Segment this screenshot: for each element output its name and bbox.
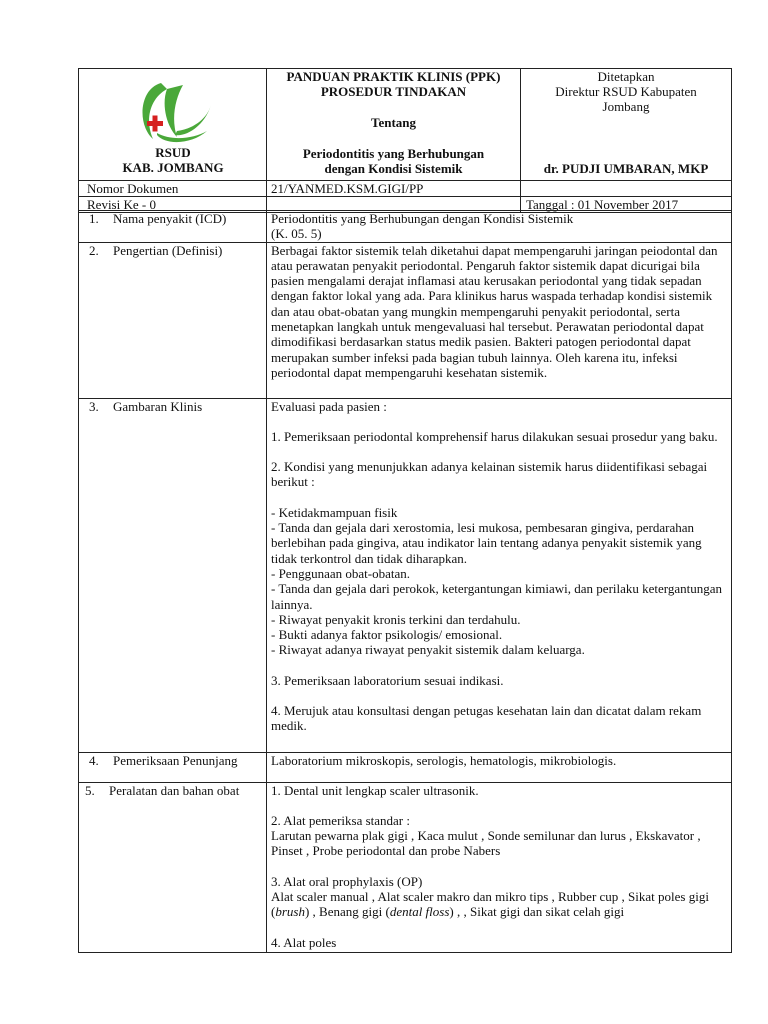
equipment-point-1: 1. Dental unit lengkap scaler ultrasonik.	[271, 782, 479, 798]
doc-about: Tentang	[370, 115, 417, 130]
section-number: 2.	[89, 242, 99, 258]
section-row-2	[79, 242, 732, 398]
clinical-bullet: - Riwayat penyakit kronis terkini dan terdahulu.	[271, 611, 521, 627]
approval-block	[521, 69, 731, 180]
clinical-bullet: - Ketidakmampuan fisik	[271, 504, 398, 520]
section-label: Gambaran Klinis	[113, 398, 203, 414]
clinical-intro: Evaluasi pada pasien :	[271, 398, 387, 414]
clinical-bullet: - Tanda dan gejala dari xerostomia, lesi mukosa, pembesaran gingiva, perdarahan berlebihan pada gingiva, atau indikator lain tentang adanya penyakit sistemik yang tidak terkontrol dan tidak diharapkan.	[271, 520, 702, 566]
clinical-point-3: 3. Pemeriksaan laboratorium sesuai indikasi.	[271, 672, 504, 688]
document-title-block	[267, 69, 521, 180]
revision-label: Revisi Ke - 0	[79, 197, 267, 212]
equipment-point-2-body: Larutan pewarna plak gigi , Kaca mulut , Sonde semilunar dan lurus , Ekskavator , Pinset , Probe periodontal dan probe Nabers	[271, 828, 701, 859]
doc-date: Tanggal : 01 November 2017	[526, 197, 679, 212]
section-row-4	[79, 752, 732, 782]
equipment-point-2-title: 2. Alat pemeriksa standar :	[271, 812, 410, 828]
section-label: Pengertian (Definisi)	[113, 242, 223, 258]
section-number: 3.	[89, 398, 99, 414]
section-label: Pemeriksaan Penunjang	[113, 752, 238, 768]
doc-number-label: Nomor Dokumen	[79, 181, 267, 196]
section-row-1	[79, 211, 732, 243]
approval-line2: Direktur RSUD Kabupaten	[555, 84, 697, 99]
section-number: 1.	[89, 211, 99, 226]
clinical-bullet: - Bukti adanya faktor psikologis/ emosional.	[271, 627, 503, 643]
icd-code: (K. 05. 5)	[271, 226, 322, 242]
doc-number-value: 21/YANMED.KSM.GIGI/PP	[267, 181, 521, 196]
hospital-name: RSUD	[155, 145, 191, 160]
definition-text: Berbagai faktor sistemik telah diketahui dapat mempengaruhi jaringan peiodontal dan atau perawatan penyakit periodontal. Pengaruh faktor sistemik dapat dicurigai bila pasien mengalami derajat inflamasi atau kerusakan periodontal yang tidak sepadan dengan faktor lokal yang ada. Para klinikus harus waspada terhadap kondisi sistemik dan atau obat-obatan yang mungkin mempengaruhi penyakit periodontal, serta menetapkan langkah untuk mengevaluasi hal tersebut. Perawatan periodontal dapat dimodifikasi berdasarkan status medik pasien. Bakteri patogen periodontal dapat merupakan sumber infeksi pada bagian tubuh lainnya. Oleh karena itu, infeksi periodontal dapat mempengaruhi kesehatan sistemik.	[271, 242, 718, 380]
clinical-bullet: - Penggunaan obat-obatan.	[271, 565, 410, 581]
hospital-region: KAB. JOMBANG	[122, 160, 224, 175]
section-number: 4.	[89, 752, 99, 768]
disease-name: Periodontitis yang Berhubungan dengan Kondisi Sistemik	[271, 211, 574, 226]
clinical-bullet: - Riwayat adanya riwayat penyakit sistemik dalam keluarga.	[271, 642, 585, 658]
equipment-point-3-title: 3. Alat oral prophylaxis (OP)	[271, 873, 423, 889]
signer-name: dr. PUDJI UMBARAN, MKP	[543, 161, 709, 176]
section-row-3	[79, 398, 732, 752]
clinical-point-4: 4. Merujuk atau konsultasi dengan petugas kesehatan lain dan dicatat dalam rekam medik.	[271, 703, 702, 734]
approval-line1: Ditetapkan	[597, 69, 655, 84]
doc-number-row	[79, 181, 731, 197]
clinical-point-1: 1. Pemeriksaan periodontal komprehensif harus dilakukan sesuai prosedur yang baku.	[271, 428, 718, 444]
section-row-5	[79, 782, 732, 952]
section-label: Nama penyakit (ICD)	[113, 211, 227, 226]
equipment-point-3-body: Alat scaler manual , Alat scaler makro dan mikro tips , Rubber cup , Sikat poles gigi (brush) , Benang gigi (dental floss) , , Sikat gigi dan sikat celah gigi	[271, 889, 709, 920]
section-label: Peralatan dan bahan obat	[109, 782, 240, 798]
section-number: 5.	[85, 782, 95, 798]
hospital-identity	[79, 69, 267, 180]
document-header	[78, 68, 732, 213]
equipment-point-4: 4. Alat poles	[271, 934, 337, 950]
clinical-point-2: 2. Kondisi yang menunjukkan adanya kelainan sistemik harus diidentifikasi sebagai berikut :	[271, 459, 708, 490]
rsud-logo-icon	[131, 75, 217, 147]
doc-title-line1: PANDUAN PRAKTIK KLINIS (PPK)	[286, 69, 501, 84]
doc-topic-line2: dengan Kondisi Sistemik	[324, 161, 463, 176]
doc-topic-line1: Periodontitis yang Berhubungan	[302, 146, 485, 161]
content-table	[78, 210, 732, 953]
supporting-exam-text: Laboratorium mikroskopis, serologis, hematologis, mikrobiologis.	[271, 752, 617, 768]
clinical-bullet: - Tanda dan gejala dari perokok, ketergantungan kimiawi, dan perilaku ketergantungan lainnya.	[271, 581, 723, 612]
approval-line3: Jombang	[602, 99, 650, 114]
doc-title-line2: PROSEDUR TINDAKAN	[320, 84, 467, 99]
